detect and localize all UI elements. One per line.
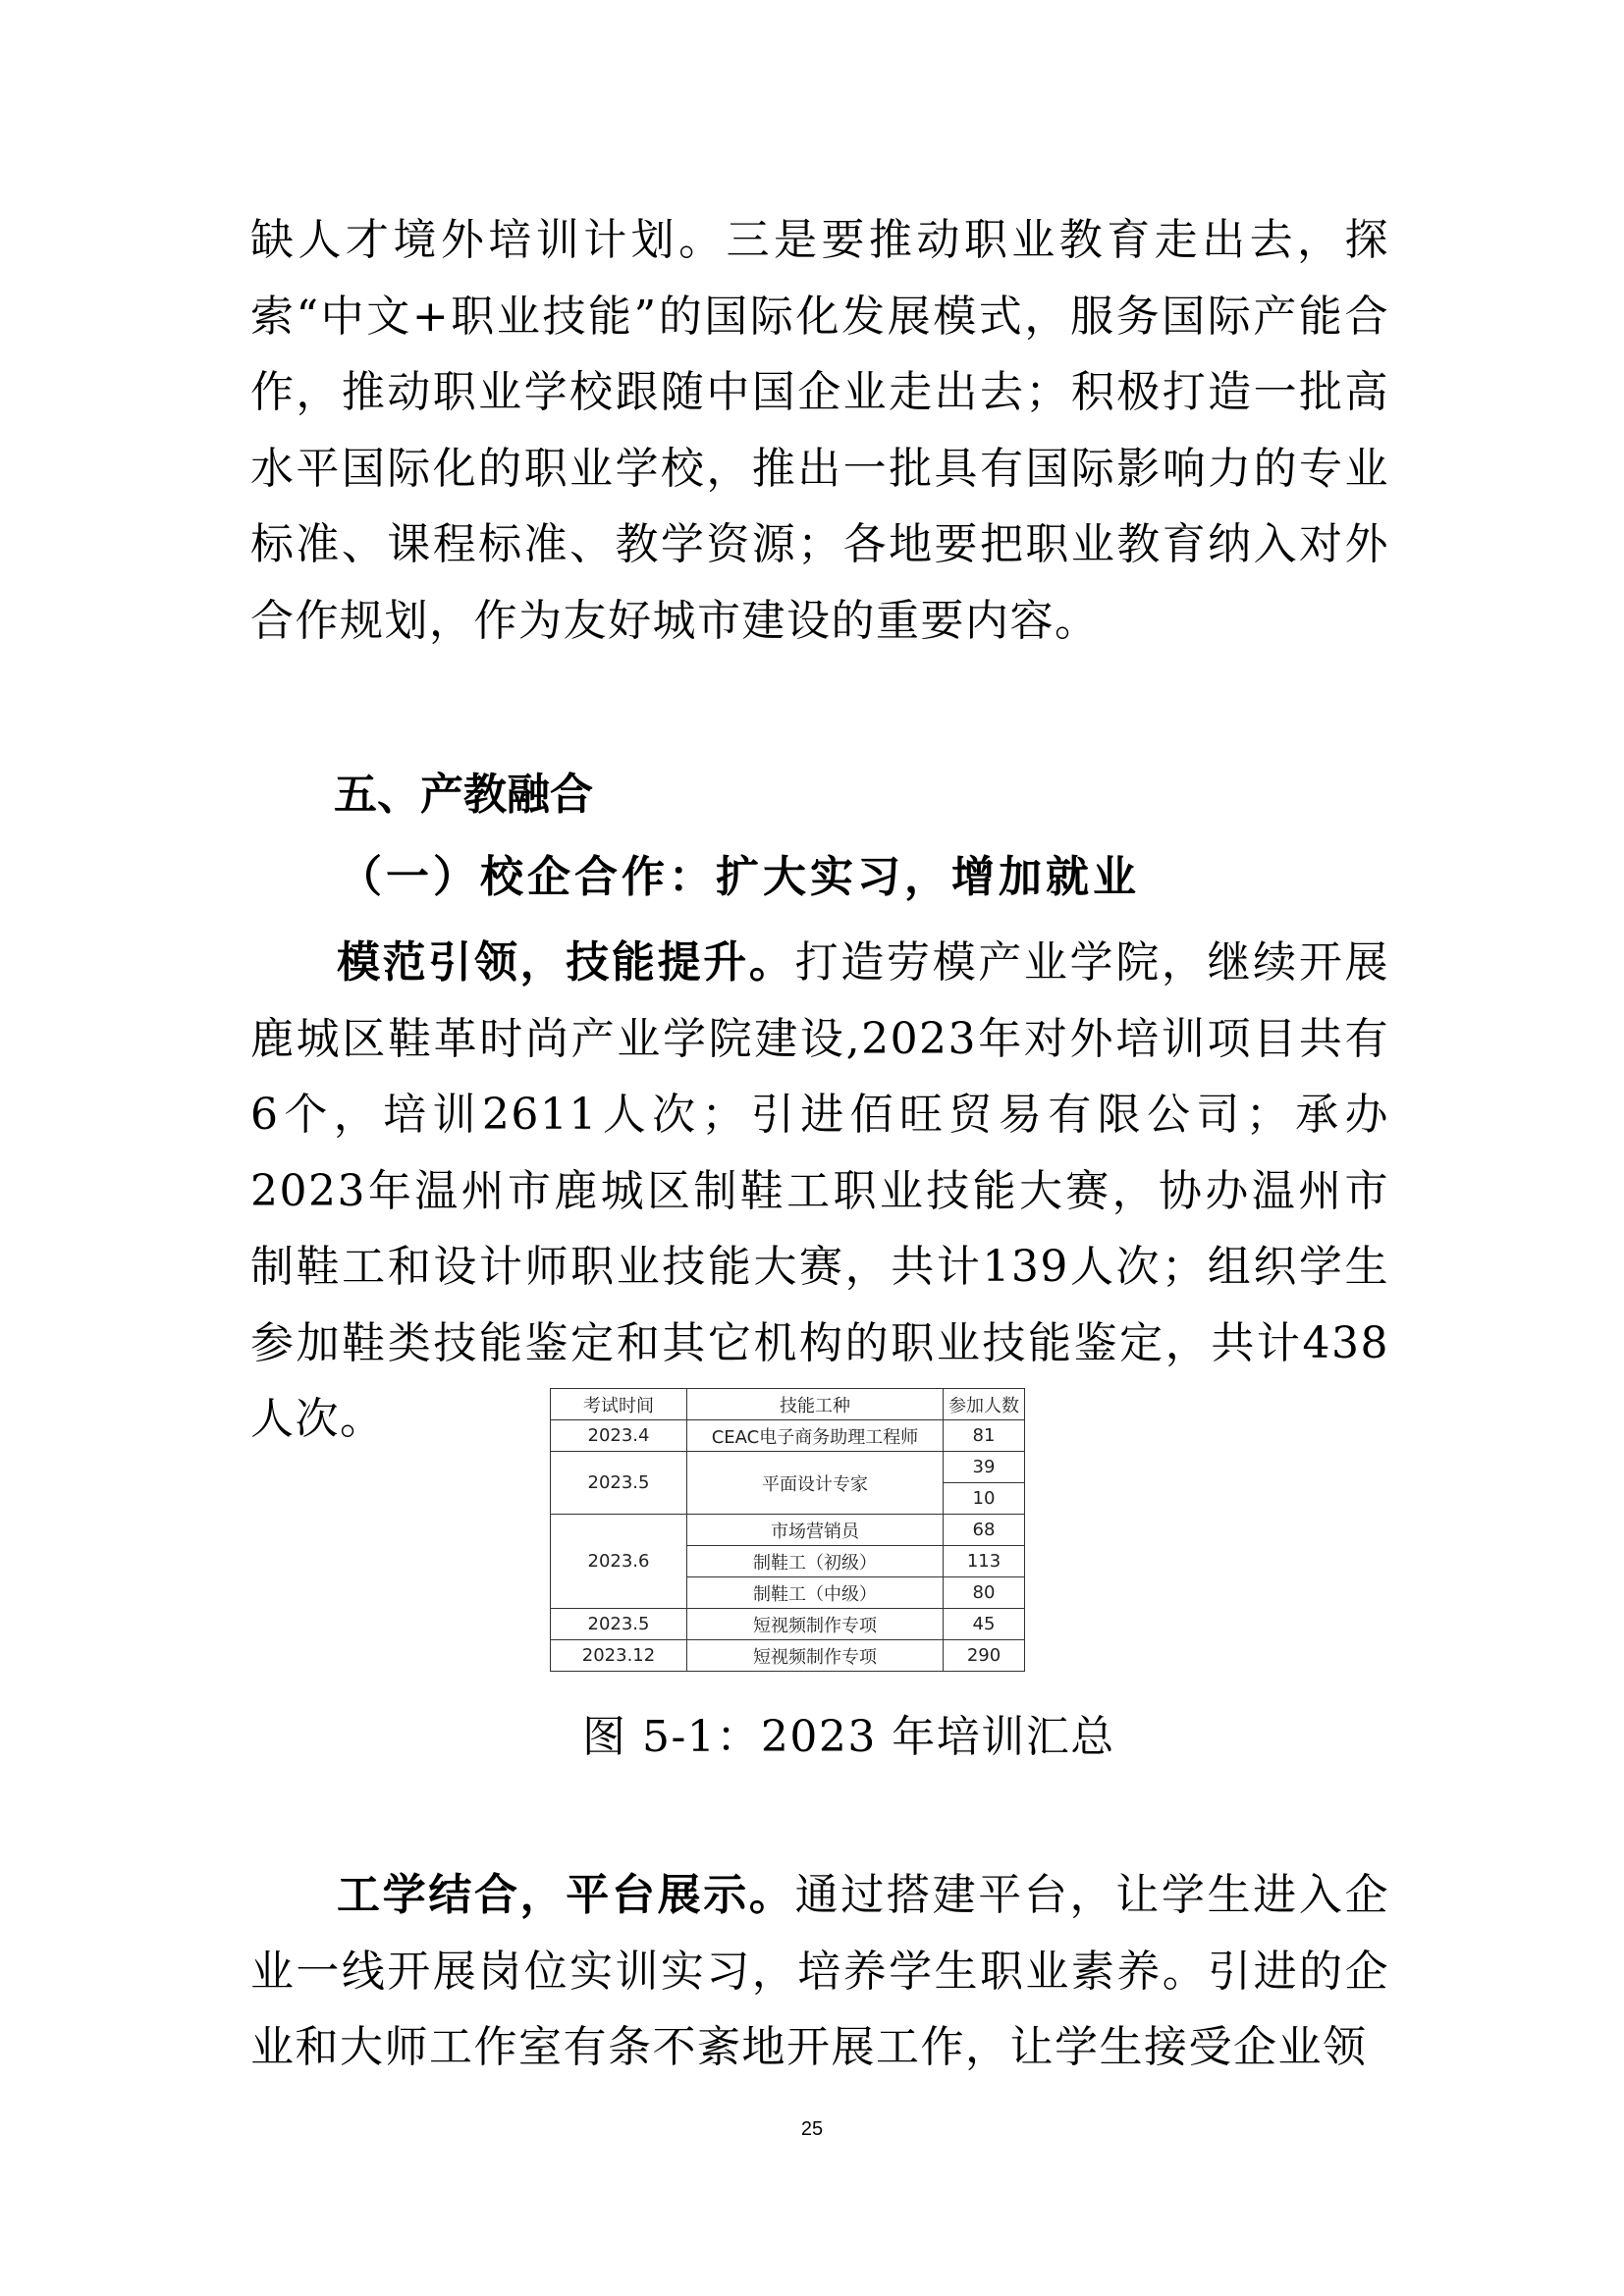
table-cell-date: 2023.5 bbox=[551, 1609, 687, 1640]
table-cell-skill: 平面设计专家 bbox=[687, 1452, 944, 1515]
table-cell-skill: 制鞋工（中级） bbox=[687, 1577, 944, 1609]
paragraph-work-body: 通过搭建平台，让学生进入企业一线开展岗位实训实习，培养学生职业素养。引进的企业和大师工作室有条不紊地开展工作，让学生接受企业领 bbox=[250, 1870, 1390, 2072]
table-cell-count: 10 bbox=[944, 1483, 1025, 1515]
paragraph-model-body: 打造劳模产业学院，继续开展鹿城区鞋革时尚产业学院建设,2023年对外培训项目共有6个，培训2611人次；引进佰旺贸易有限公司；承办2023年温州市鹿城区制鞋工职业技能大赛，协办温州市制鞋工和设计师职业技能大赛，共计139人次；组织学生参加鞋类技能鉴定和其它机构的职业技能鉴定，共计438人次。 bbox=[250, 937, 1390, 1444]
table-cell-date: 2023.12 bbox=[551, 1640, 687, 1672]
table-cell-date: 2023.6 bbox=[551, 1515, 687, 1609]
paragraph-model-text bbox=[250, 925, 1389, 1458]
table-cell-date: 2023.5 bbox=[551, 1452, 687, 1515]
table-cell-count: 113 bbox=[944, 1546, 1025, 1577]
table-row bbox=[551, 1420, 1025, 1452]
table-header-cell: 考试时间 bbox=[551, 1389, 687, 1420]
table-cell-count: 80 bbox=[944, 1577, 1025, 1609]
table-cell-count: 68 bbox=[944, 1515, 1025, 1546]
paragraph-model-leadership bbox=[250, 925, 1389, 1458]
subsection-heading: （一）校企合作：扩大实习，增加就业 bbox=[339, 852, 1140, 902]
table-cell-skill: 制鞋工（初级） bbox=[687, 1546, 944, 1577]
table-cell-count: 45 bbox=[944, 1609, 1025, 1640]
table-cell-date: 2023.4 bbox=[551, 1420, 687, 1452]
table-cell-skill: 短视频制作专项 bbox=[687, 1640, 944, 1672]
table-cell-skill: 市场营销员 bbox=[687, 1515, 944, 1546]
table-header-cell: 参加人数 bbox=[944, 1389, 1025, 1420]
table-header-cell: 技能工种 bbox=[687, 1389, 944, 1420]
paragraph-international-text: 缺人才境外培训计划。三是要推动职业教育走出去，探索“中文+职业技能”的国际化发展模式，服务国际产能合作，推动职业学校跟随中国企业走出去；积极打造一批高水平国际化的职业学校，推出一批具有国际影响力的专业标准、课程标准、教学资源；各地要把职业教育纳入对外合作规划，作为友好城市建设的重要内容。 bbox=[250, 215, 1389, 646]
table-cell-count: 39 bbox=[944, 1452, 1025, 1483]
paragraph-work-text bbox=[250, 1857, 1389, 2086]
table-header-row bbox=[551, 1389, 1025, 1420]
table-row bbox=[551, 1515, 1025, 1546]
table-cell-count: 290 bbox=[944, 1640, 1025, 1672]
table-cell-skill: CEAC电子商务助理工程师 bbox=[687, 1420, 944, 1452]
table-cell-count: 81 bbox=[944, 1420, 1025, 1452]
training-summary-table bbox=[550, 1388, 1025, 1672]
table-row bbox=[551, 1452, 1025, 1483]
paragraph-model-lead: 模范引领，技能提升。 bbox=[337, 937, 795, 988]
paragraph-international bbox=[250, 202, 1389, 659]
table-row bbox=[551, 1640, 1025, 1672]
training-table-container bbox=[550, 1388, 1025, 1672]
table-row bbox=[551, 1609, 1025, 1640]
paragraph-work-lead: 工学结合，平台展示。 bbox=[337, 1870, 795, 1920]
page-number: 25 bbox=[800, 2118, 824, 2140]
table-cell-skill: 短视频制作专项 bbox=[687, 1609, 944, 1640]
paragraph-work-study bbox=[250, 1857, 1389, 2086]
section-heading: 五、产教融合 bbox=[334, 770, 593, 820]
table-caption: 图 5-1：2023 年培训汇总 bbox=[582, 1712, 1115, 1762]
